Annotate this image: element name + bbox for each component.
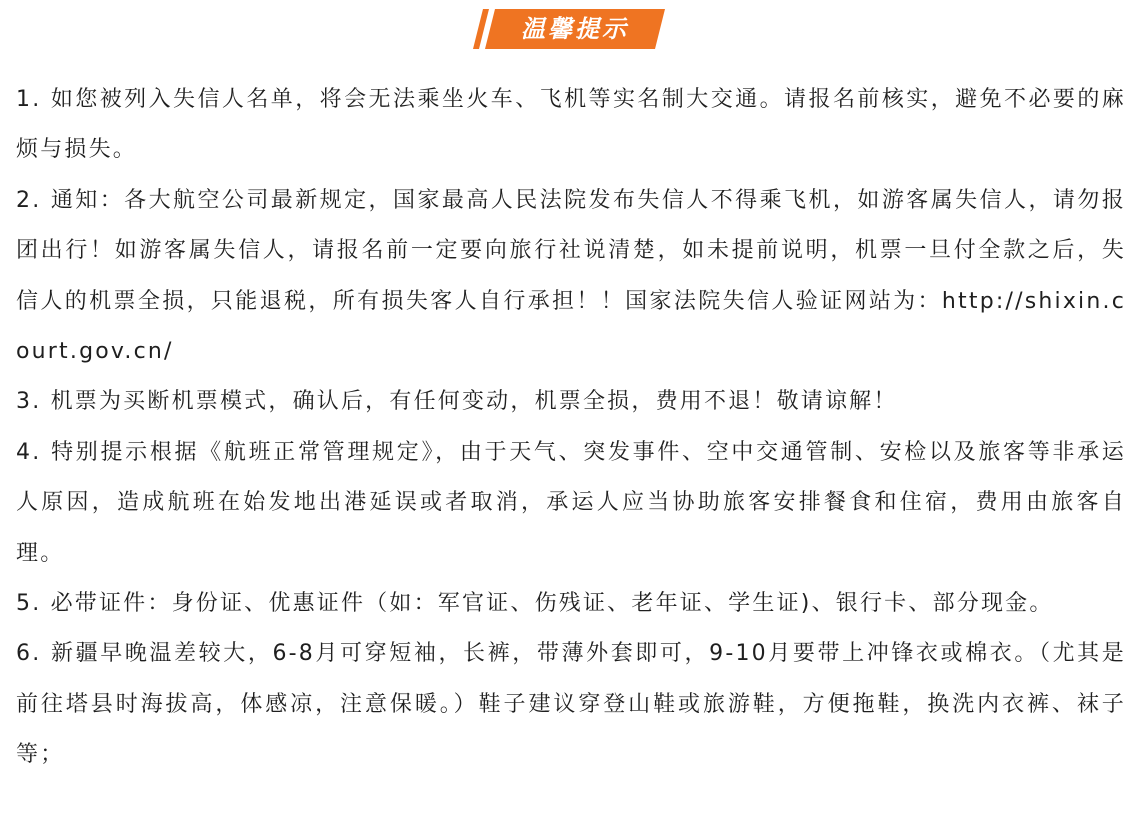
notice-item-2: 2. 通知：各大航空公司最新规定，国家最高人民法院发布失信人不得乘飞机，如游客属失信人，请勿报团出行！如游客属失信人，请报名前一定要向旅行社说清楚，如未提前说明，机票一旦付全款之后，失信人的机票全损，只能退税，所有损失客人自行承担！！国家法院失信人验证网站为：http://shixin.court.gov.cn/ — [16, 187, 1126, 365]
notice-item-5: 5. 必带证件：身份证、优惠证件（如：军官证、伤残证、老年证、学生证)、银行卡、部分现金。 — [16, 591, 1054, 617]
notice-list — [16, 75, 1126, 781]
title-banner — [478, 9, 664, 49]
notice-item-1: 1. 如您被列入失信人名单，将会无法乘坐火车、飞机等实名制大交通。请报名前核实，避免不必要的麻烦与损失。 — [16, 87, 1126, 163]
page-title: 温馨提示 — [521, 15, 629, 43]
notice-item-4: 4. 特别提示根据《航班正常管理规定》，由于天气、突发事件、空中交通管制、安检以及旅客等非承运人原因，造成航班在始发地出港延误或者取消，承运人应当协助旅客安排餐食和住宿，费用由旅客自理。 — [16, 439, 1126, 566]
notice-item-3: 3. 机票为买断机票模式，确认后，有任何变动，机票全损，费用不退！敬请谅解！ — [16, 389, 898, 415]
notice-item-6: 6. 新疆早晚温差较大，6-8月可穿短袖，长裤，带薄外套即可，9-10月要带上冲锋衣或棉衣。（尤其是前往塔县时海拔高，体感凉，注意保暖。）鞋子建议穿登山鞋或旅游鞋，方便拖鞋，换洗内衣裤、袜子等； — [16, 641, 1126, 768]
